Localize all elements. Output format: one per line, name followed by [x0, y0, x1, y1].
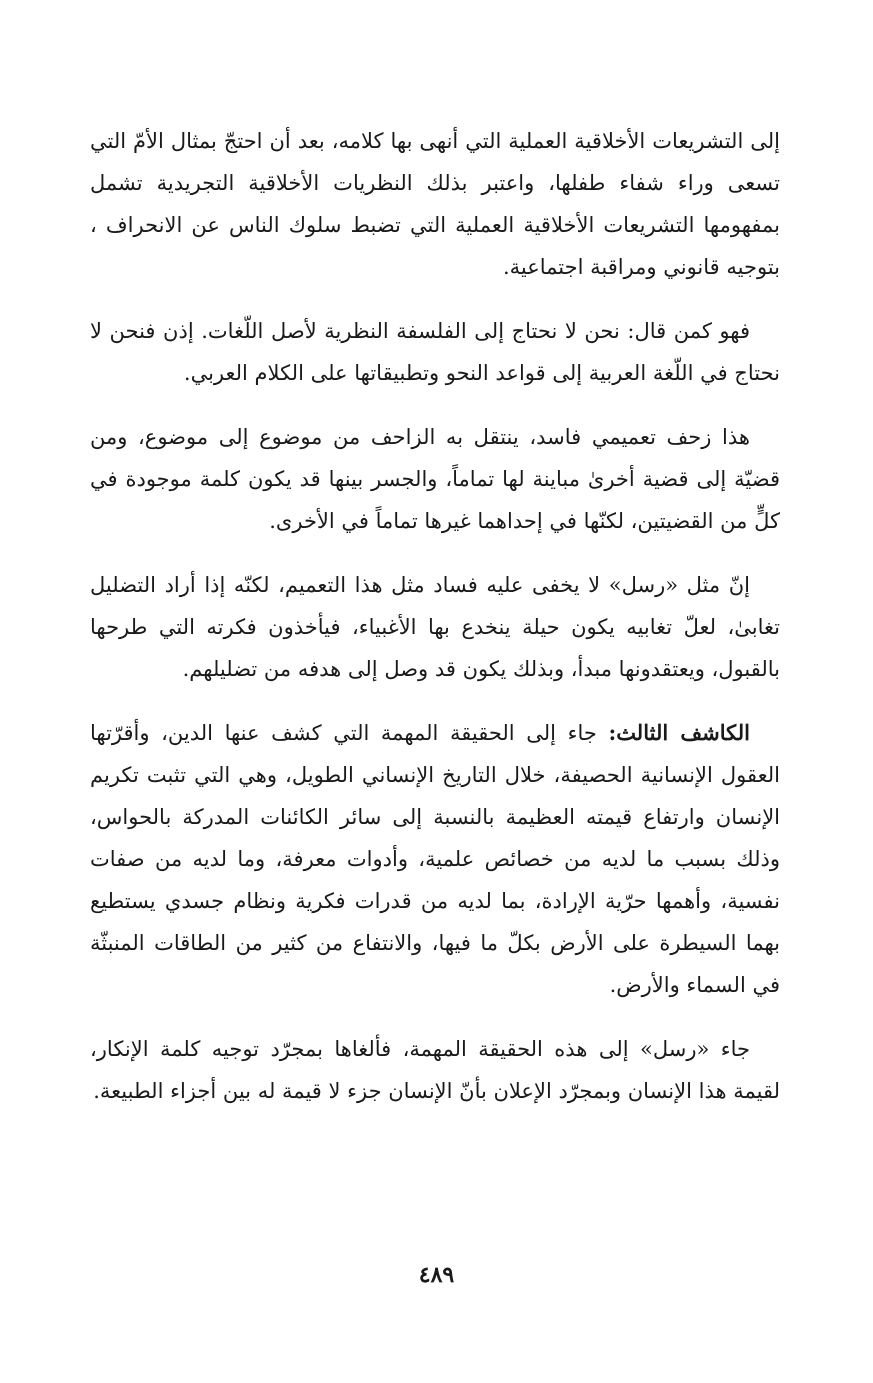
paragraph-3	[90, 416, 780, 542]
paragraph-4-text: إنّ مثل «رسل» لا يخفى عليه فساد مثل هذا التعميم، لكنّه إذا أراد التضليل تغابىٰ، لعلّ تغابيه يكون حيلة ينخدع بها الأغبياء، فيأخذون فكرته التي طرحها بالقبول، ويعتقدونها مبدأ، وبذلك يكون قد وصل إلى هدفه من تضليلهم.	[90, 573, 780, 681]
paragraph-2	[90, 310, 780, 394]
paragraph-5-heading: الكاشف الثالث:	[608, 720, 750, 745]
paragraph-5-text: جاء إلى الحقيقة المهمة التي كشف عنها الدين، وأقرّتها العقول الإنسانية الحصيفة، خلال التاريخ الإنساني الطويل، وهي التي تثبت تكريم الإنسان وارتفاع قيمته العظيمة بالنسبة إلى سائر الكائنات المدركة بالحواس، وذلك بسبب ما لديه من خصائص علمية، وأدوات معرفة، وما لديه من صفات نفسية، وأهمها حرّية الإرادة، بما لديه من قدرات فكرية ونظام جسدي يستطيع بهما السيطرة على الأرض بكلّ ما فيها، والانتفاع من كثير من الطاقات المنبثّة في السماء والأرض.	[90, 721, 780, 997]
page-body	[90, 120, 780, 1128]
page-number: ٤٨٩	[418, 1262, 455, 1288]
paragraph-6	[90, 1028, 780, 1112]
paragraph-1-text: إلى التشريعات الأخلاقية العملية التي أنهى بها كلامه، بعد أن احتجّ بمثال الأمّ التي تسعى وراء شفاء طفلها، واعتبر بذلك النظريات الأخلاقية التجريدية تشمل بمفهومها التشريعات الأخلاقية العملية التي تضبط سلوك الناس عن الانحراف ، بتوجيه قانوني ومراقبة اجتماعية.	[90, 129, 780, 279]
paragraph-2-text: فهو كمن قال: نحن لا نحتاج إلى الفلسفة النظرية لأصل اللّغات. إذن فنحن لا نحتاج في اللّغة العربية إلى قواعد النحو وتطبيقاتها على الكلام العربي.	[90, 319, 780, 385]
paragraph-1	[90, 120, 780, 288]
paragraph-4	[90, 564, 780, 690]
paragraph-3-text: هذا زحف تعميمي فاسد، ينتقل به الزاحف من موضوع إلى موضوع، ومن قضيّة إلى قضية أخرىٰ مباينة لها تماماً، والجسر بينها قد يكون كلمة موجودة في كلٍّ من القضيتين، لكنّها في إحداهما غيرها تماماً في الأخرى.	[90, 425, 780, 533]
paragraph-5	[90, 712, 780, 1006]
paragraph-6-text: جاء «رسل» إلى هذه الحقيقة المهمة، فألغاها بمجرّد توجيه كلمة الإنكار، لقيمة هذا الإنسان وبمجرّد الإعلان بأنّ الإنسان جزء لا قيمة له بين أجزاء الطبيعة.	[90, 1037, 780, 1103]
